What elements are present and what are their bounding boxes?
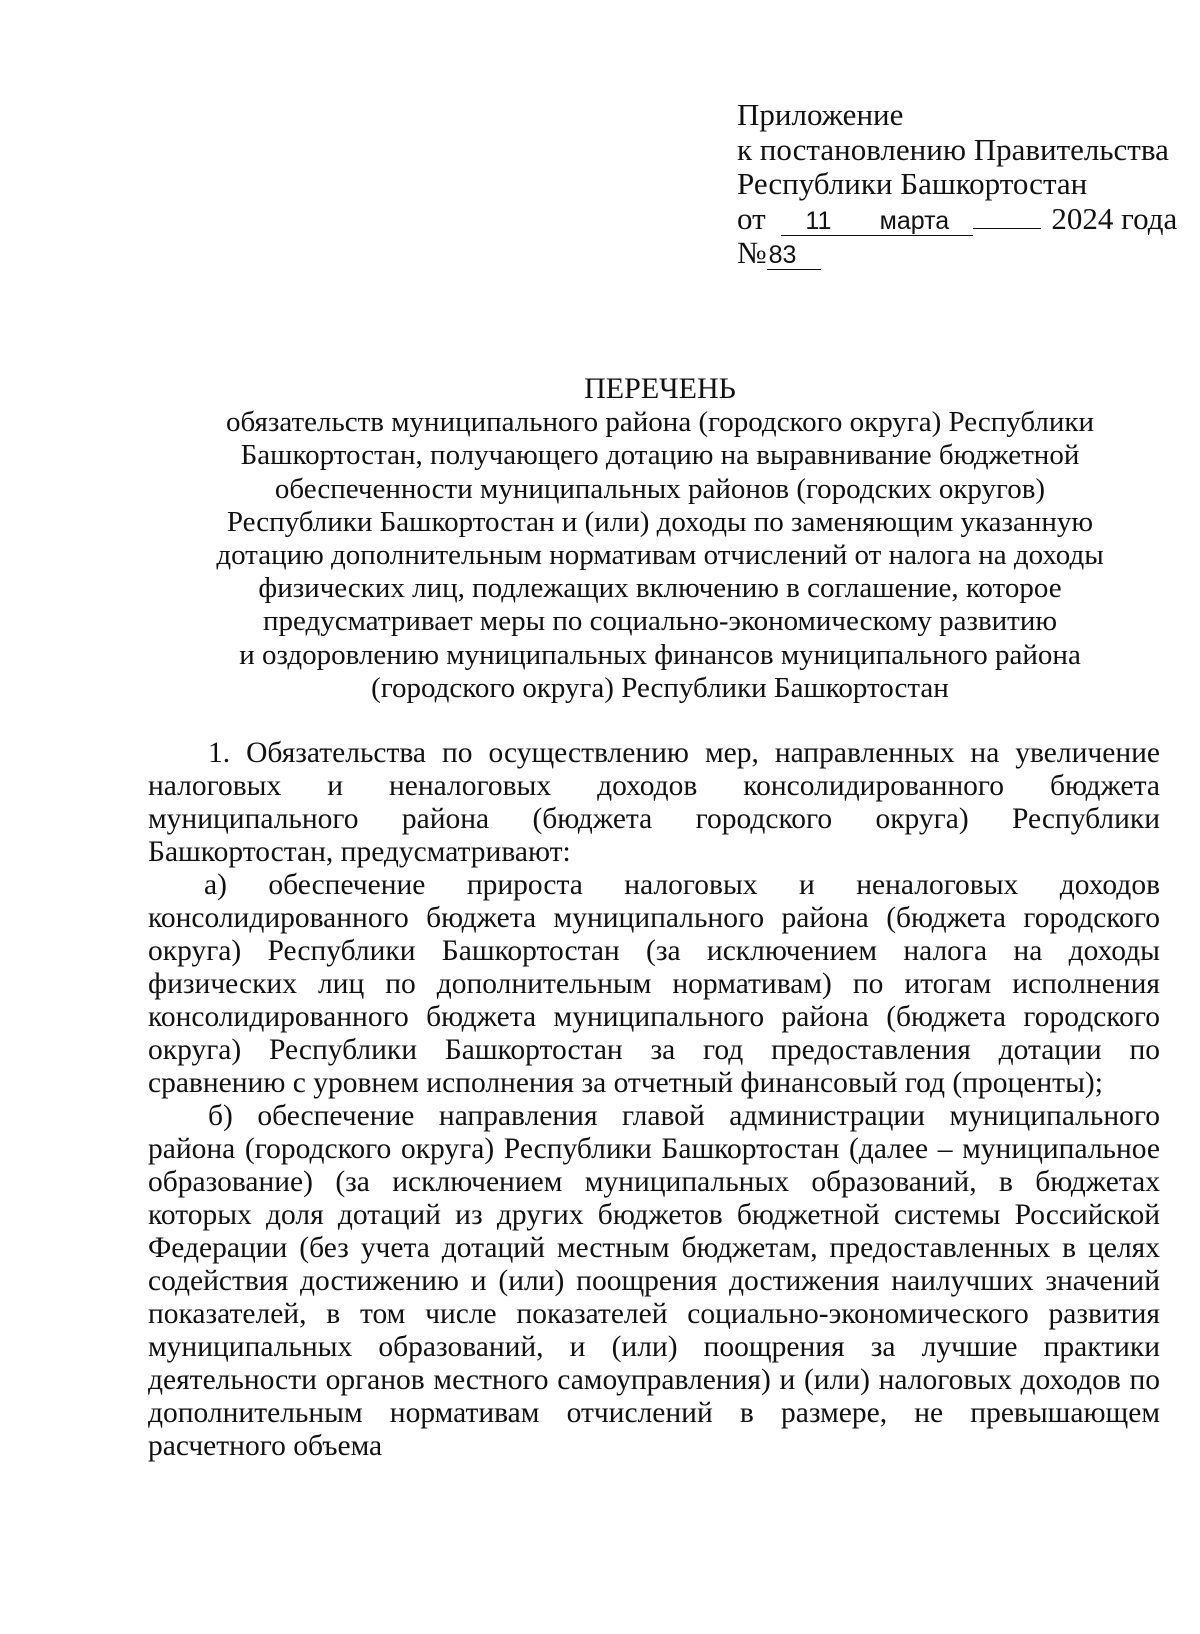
title-heading: ПЕРЕЧЕНЬ xyxy=(584,372,736,405)
title-line: обеспеченности муниципальных районов (городских округов) xyxy=(274,472,1046,505)
title-line: (городского округа) Республики Башкортостан xyxy=(371,671,949,704)
date-prefix: от xyxy=(737,200,766,236)
paragraph-a: а) обеспечение прироста налоговых и неналоговых доходов консолидированного бюджета муниципального района (бюджета городского округа) Республики Башкортостан (за исключением налога на доходы физических лиц по дополнительным нормативам) по итогам исполнения консолидированного бюджета муниципального района (бюджета городского округа) Республики Башкортостан за год предоставления дотации по сравнению с уровнем исполнения за отчетный финансовый год (проценты); xyxy=(148,869,1160,1099)
approval-line-1: Приложение xyxy=(737,97,904,132)
paragraph-b: б) обеспечение направления главой администрации муниципального района (городского округа) Республики Башкортостан (далее – муниципальное образование) (за исключением муниципальных образований, в бюджетах которых доля дотаций из других бюджетов бюджетной системы Российской Федерации (без учета дотаций местным бюджетам, предоставленных в целях содействия достижению и (или) поощрения достижения наилучших значений показателей, в том числе показателей социально-экономического развития муниципальных образований, и (или) поощрения за лучшие практики деятельности органов местного самоуправления) и (или) налоговых доходов по дополнительным нормативам отчислений в размере, не превышающем расчетного объема xyxy=(148,1100,1160,1462)
number-prefix: № xyxy=(737,235,767,270)
title-line: физических лиц, подлежащих включению в соглашение, которое xyxy=(258,572,1062,605)
paragraph-1: 1. Обязательства по осуществлению мер, направленных на увеличение налоговых и неналоговых доходов консолидированного бюджета муниципального района (бюджета городского округа) Республики Башкортостан, предусматривают: xyxy=(148,737,1160,868)
approval-line-3: Республики Башкортостан xyxy=(737,166,1088,201)
date-year: 2024 года xyxy=(1051,200,1178,236)
title-line: дотацию дополнительным нормативам отчислений от налога на доходы xyxy=(216,539,1104,572)
title-line: предусматривает меры по социально-экономическому развитию xyxy=(262,605,1058,638)
date-month: марта xyxy=(855,207,973,236)
title-line: Республики Башкортостан и (или) доходы по заменяющим указанную xyxy=(226,505,1094,538)
title-line: обязательств муниципального района (городского округа) Республики xyxy=(226,406,1094,439)
date-blank-line xyxy=(973,228,1041,229)
document-number: 83 xyxy=(767,241,821,270)
approval-number-line xyxy=(737,236,1177,271)
approval-line-2: к постановлению Правительства xyxy=(737,131,1169,167)
approval-block xyxy=(737,98,1177,271)
title-line: и оздоровлению муниципальных финансов муниципального района xyxy=(239,638,1081,671)
approval-date-line xyxy=(737,202,1177,237)
document-title xyxy=(140,372,1180,705)
date-day: 11 xyxy=(781,207,855,236)
title-line: Башкортостан, получающего дотацию на выравнивание бюджетной xyxy=(240,439,1080,472)
document-body xyxy=(148,737,1160,1463)
